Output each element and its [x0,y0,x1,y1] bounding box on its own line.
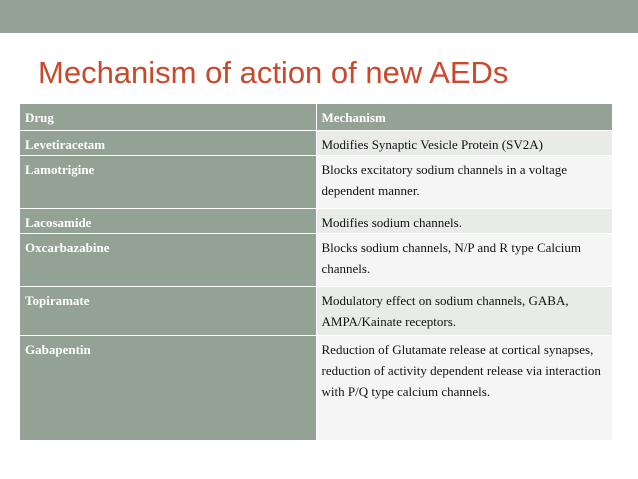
table-row [20,335,612,440]
drug-cell: Lamotrigine [20,155,316,208]
table-row [20,208,612,233]
mechanism-cell: Modifies sodium channels. [316,208,612,233]
drug-cell: Lacosamide [20,208,316,233]
table-row [20,155,612,208]
drug-cell: Oxcarbazabine [20,233,316,286]
mechanism-cell: Reduction of Glutamate release at cortical synapses, reduction of activity dependent release via interaction with P/Q type calcium channels. [316,335,612,440]
drug-cell: Levetiracetam [20,130,316,155]
mechanism-cell: Modulatory effect on sodium channels, GABA, AMPA/Kainate receptors. [316,286,612,335]
mechanism-cell: Modifies Synaptic Vesicle Protein (SV2A) [316,130,612,155]
header-drug: Drug [20,104,316,130]
table-row [20,130,612,155]
drug-mechanism-table [20,104,612,441]
slide-title: Mechanism of action of new AEDs [38,55,509,90]
mechanism-cell: Blocks sodium channels, N/P and R type Calcium channels. [316,233,612,286]
top-decorative-band [0,0,638,33]
drug-cell: Gabapentin [20,335,316,440]
table-header-row [20,104,612,130]
mechanism-cell: Blocks excitatory sodium channels in a voltage dependent manner. [316,155,612,208]
header-mechanism: Mechanism [316,104,612,130]
drug-cell: Topiramate [20,286,316,335]
table-row [20,286,612,335]
table-row [20,233,612,286]
